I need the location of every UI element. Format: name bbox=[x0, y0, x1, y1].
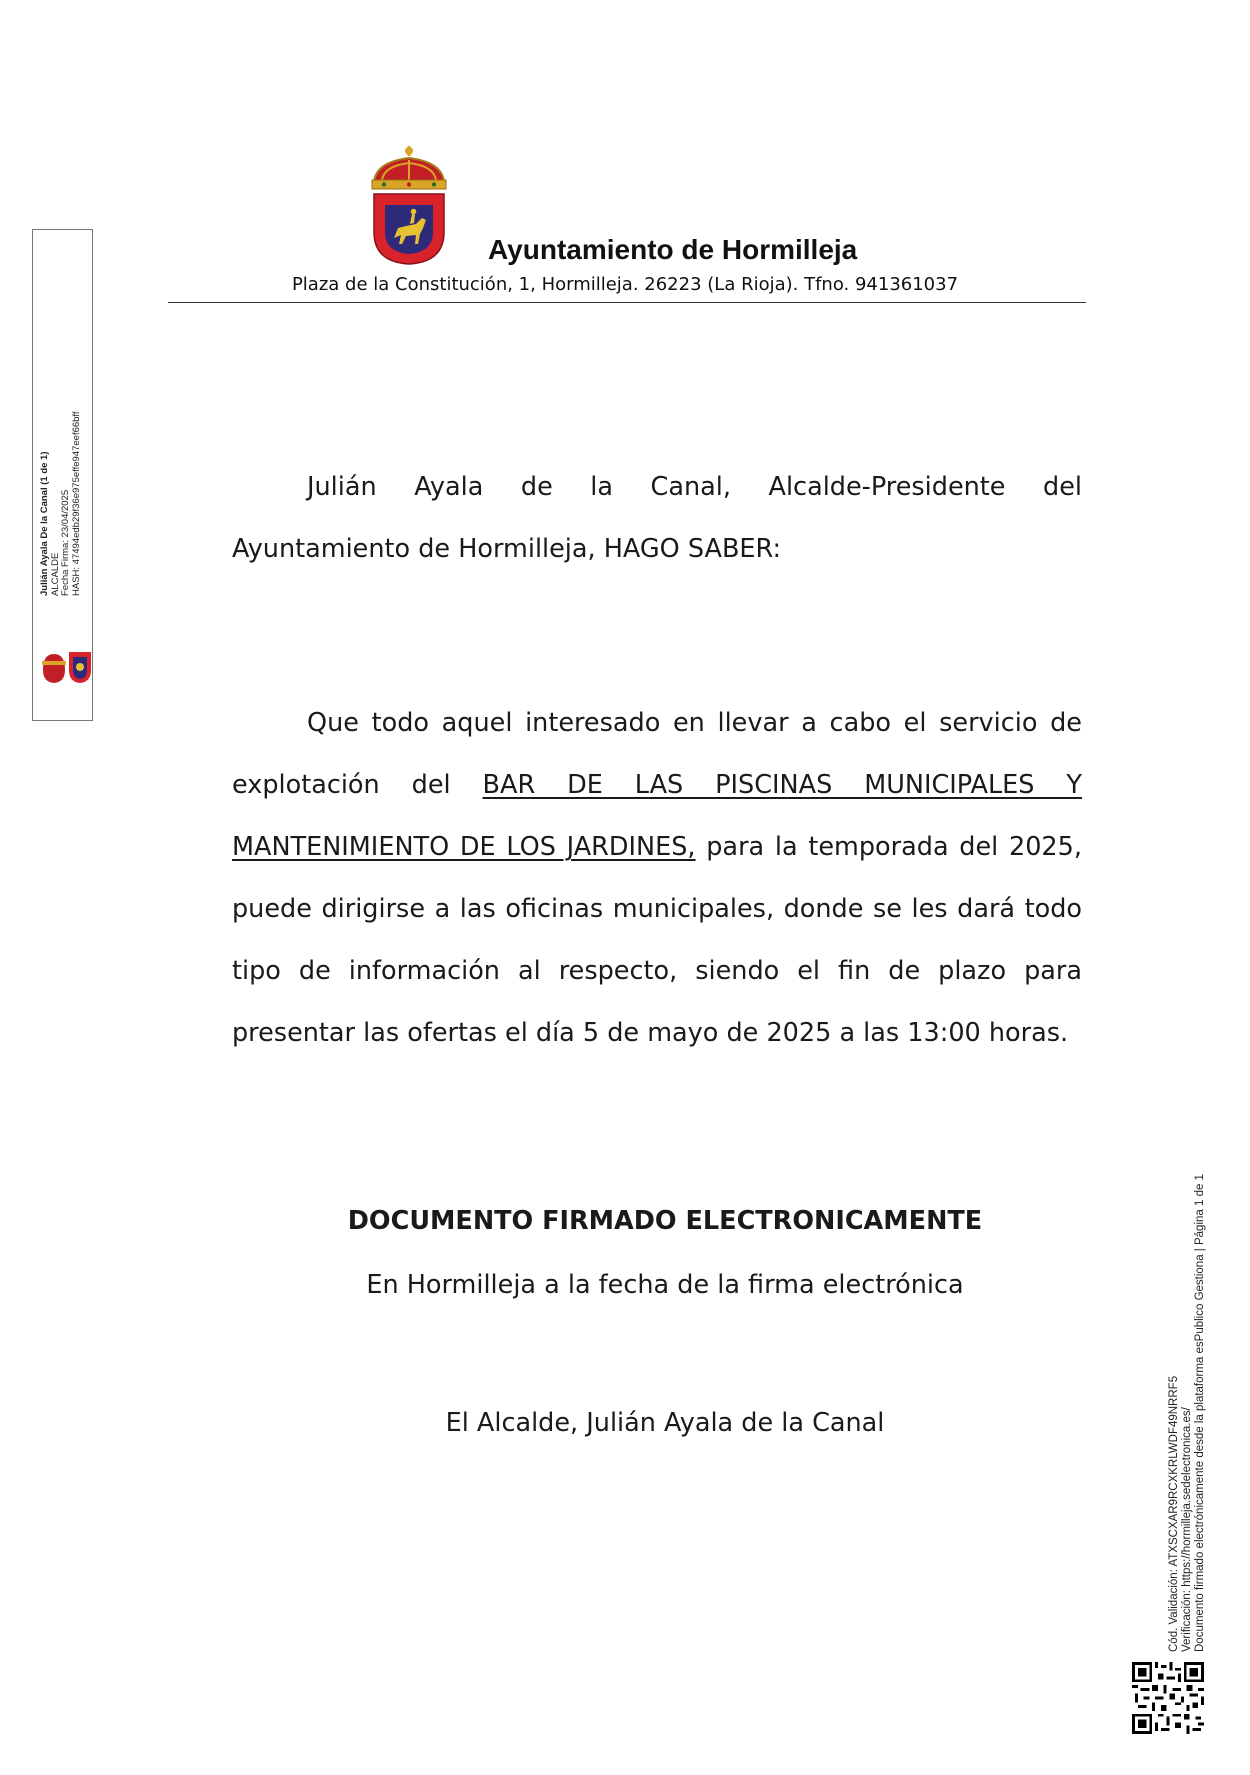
signer-name: El Alcalde, Julián Ayala de la Canal bbox=[445, 1408, 885, 1438]
stamp-role: ALCALDE bbox=[49, 552, 61, 596]
municipal-coat-of-arms-logo bbox=[368, 144, 450, 266]
validation-code: Cód. Validación: ATXSCXAR9RCXKRLWDF49NRRF5 bbox=[1168, 1375, 1180, 1652]
header-divider bbox=[168, 302, 1086, 303]
signature-place-date: En Hormilleja a la fecha de la firma electrónica bbox=[366, 1270, 964, 1300]
announcement-paragraph-1 bbox=[232, 456, 1082, 580]
paragraph-1-text: Julián Ayala de la Canal, Alcalde-Presidente del Ayuntamiento de Hormilleja, HAGO SABER: bbox=[232, 472, 1082, 564]
stamp-date: Fecha Firma: 23/04/2025 bbox=[60, 489, 71, 596]
verification-qr-code[interactable] bbox=[1132, 1662, 1204, 1734]
electronic-signature-title: DOCUMENTO FIRMADO ELECTRONICAMENTE bbox=[347, 1206, 983, 1236]
stamp-hash: HASH: 47494edb29f36e975effe947eef66bff bbox=[70, 411, 82, 596]
paragraph-2-details: para la temporada del 2025, puede dirigirse a las oficinas municipales, donde se les dará todo tipo de información al respecto, siendo el fin de plazo para presentar las ofertas el día 5 de mayo de 2025 a las 13:00 horas. bbox=[232, 832, 1082, 1048]
stamp-coat-of-arms-icon bbox=[40, 648, 94, 686]
validation-strip bbox=[1168, 1174, 1207, 1652]
platform-note: Documento firmado electrónicamente desde la plataforma esPublico Gestiona | Página 1 de 1 bbox=[1194, 1174, 1206, 1652]
organization-name: Ayuntamiento de Hormilleja bbox=[488, 234, 858, 265]
stamp-signer: Julián Ayala De la Canal (1 de 1) bbox=[39, 451, 50, 596]
organization-address: Plaza de la Constitución, 1, Hormilleja. 26223 (La Rioja). Tfno. 941361037 bbox=[291, 274, 959, 295]
service-name-underlined: BAR DE LAS PISCINAS MUNICIPALES Y MANTENIMIENTO DE LOS JARDINES, bbox=[232, 770, 1082, 862]
paragraph-2-intro: Que todo aquel interesado en llevar a cabo el servicio de explotación del bbox=[232, 708, 1082, 800]
announcement-paragraph-2 bbox=[232, 692, 1082, 1064]
signature-stamp-text bbox=[40, 411, 82, 596]
verification-url[interactable]: Verificación: https://hormilleja.sedelectronica.es/ bbox=[1181, 1407, 1193, 1652]
